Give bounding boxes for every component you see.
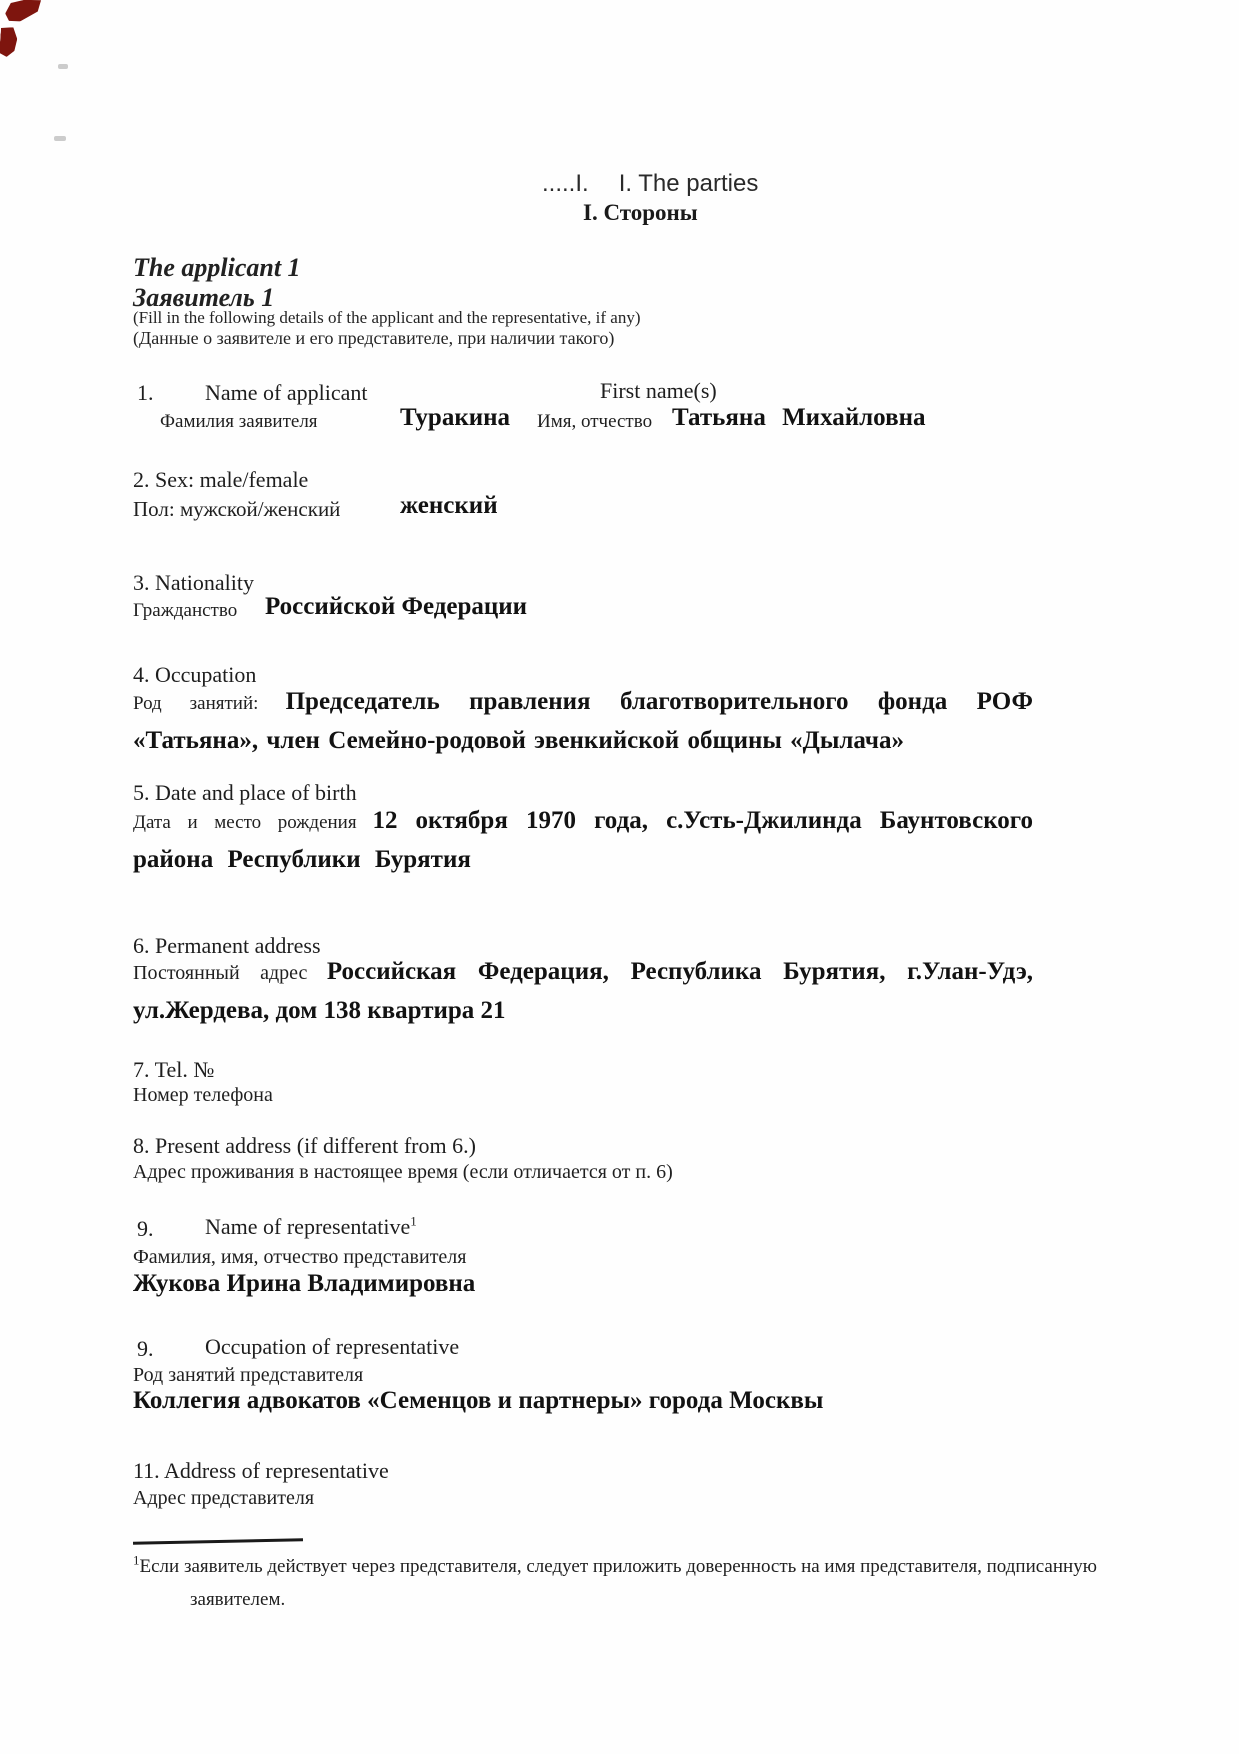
field-10-label-ru: Род занятий представителя [133, 1364, 364, 1386]
scan-speck [54, 136, 66, 141]
field-4-value-block [133, 684, 1033, 762]
field-1-firstnames-value: Татьяна Михайловна [672, 404, 926, 431]
field-9-number: 9. [137, 1216, 154, 1241]
field-10-value: Коллегия адвокатов «Семенцов и партнеры» города Москвы [133, 1387, 824, 1414]
field-4-value-line1: Председатель правления благотворительного фонда РОФ [285, 688, 1034, 715]
footnote-text: Если заявитель действует через представителя, следует приложить доверенность на имя представителя, подписанную [139, 1556, 1097, 1577]
field-1-label-ru: Фамилия заявителя [160, 411, 318, 432]
field-4-line2 [133, 723, 1033, 762]
field-4-line1 [133, 684, 1033, 723]
field-7-label-en: 7. Tel. № [133, 1057, 215, 1082]
field-3-label-en: 3. Nationality [133, 570, 254, 595]
field-11-label-en: 11. Address of representative [133, 1458, 389, 1483]
field-9-label-en [205, 1214, 417, 1240]
field-5-value-block [133, 803, 1033, 881]
scan-speck [58, 64, 68, 69]
fill-note-ru: (Данные о заявителе и его представителе, при наличии такого) [133, 328, 615, 348]
field-3-label-ru: Гражданство [133, 600, 238, 621]
field-1-label-en: Name of applicant [205, 380, 368, 405]
toc-prefix: .....I. [542, 170, 589, 197]
field-4-value-line2: «Татьяна», член Семейно-родовой эвенкийской общины «Дылача» [133, 727, 904, 754]
field-5-value-line1: 12 октября 1970 года, с.Усть-Джилинда Баунтовского [372, 807, 1034, 834]
field-7-label-ru: Номер телефона [133, 1084, 273, 1106]
footnote-ref-mark: 1 [410, 1213, 417, 1229]
corner-ink-mark [0, 26, 18, 57]
field-10-number: 9. [137, 1336, 154, 1361]
field-5-label-ru: Дата и место рождения [133, 812, 357, 833]
field-6-label-ru: Постоянный адрес [133, 962, 308, 984]
field-9-value: Жукова Ирина Владимировна [133, 1270, 476, 1297]
field-5-value-line2: района Республики Бурятия [133, 846, 471, 873]
field-6-line2 [133, 993, 1033, 1032]
footnote-marker: 1 [133, 1552, 140, 1568]
field-2-label-en: 2. Sex: male/female [133, 467, 309, 492]
title-en-text: I. The parties [618, 170, 759, 197]
field-1-label-en-right: First name(s) [600, 378, 717, 403]
field-5-label-en: 5. Date and place of birth [133, 780, 357, 805]
applicant-heading-ru: Заявитель 1 [133, 283, 275, 312]
footnote-line2: заявителем. [190, 1589, 286, 1610]
fill-note-en: (Fill in the following details of the applicant and the representative, if any) [133, 308, 641, 327]
field-8-label-ru: Адрес проживания в настоящее время (если отличается от п. 6) [133, 1161, 673, 1183]
field-3-value: Российской Федерации [265, 593, 528, 620]
field-6-value-line1: Российская Федерация, Республика Бурятия, г.Улан-Удэ, [326, 958, 1033, 985]
field-1-surname-value: Туракина [400, 404, 511, 431]
section-title-en [542, 170, 758, 198]
field-5-line1 [133, 803, 1033, 842]
field-6-label-en: 6. Permanent address [133, 933, 321, 958]
field-6-value-line2: ул.Жердева, дом 138 квартира 21 [133, 997, 506, 1024]
field-9-label-en-text: Name of representative [205, 1214, 411, 1239]
field-6-value-block [133, 954, 1033, 1032]
field-4-label-ru: Род занятий: [133, 693, 259, 714]
field-8-label-en: 8. Present address (if different from 6.) [133, 1133, 476, 1158]
field-9-label-ru: Фамилия, имя, отчество представителя [133, 1246, 467, 1268]
section-title-ru: I. Стороны [583, 200, 698, 225]
applicant-heading-en: The applicant 1 [133, 253, 301, 282]
field-10-label-en: Occupation of representative [205, 1334, 460, 1359]
corner-ink-mark [4, 0, 43, 23]
field-1-label-ru-right: Имя, отчество [537, 411, 653, 432]
field-11-label-ru: Адрес представителя [133, 1487, 315, 1509]
field-6-line1 [133, 954, 1033, 993]
field-2-label-ru: Пол: мужской/женский [133, 497, 341, 521]
footnote-line1 [133, 1552, 1143, 1578]
field-1-number: 1. [137, 380, 154, 405]
field-4-label-en: 4. Occupation [133, 662, 257, 687]
footnote-divider [133, 1538, 303, 1545]
field-2-value: женский [400, 492, 498, 519]
field-5-line2 [133, 842, 1033, 881]
